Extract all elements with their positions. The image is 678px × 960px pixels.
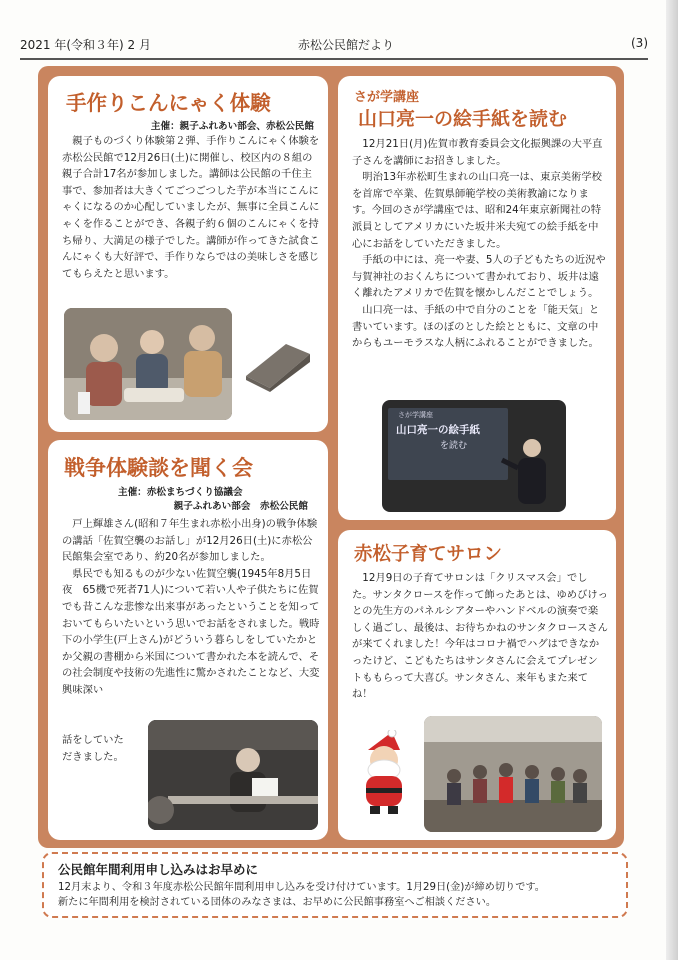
talk-photo-illustration [148,720,318,830]
konnyaku-block-icon [242,338,314,392]
article-body-tail [62,732,152,765]
article-title: 赤松子育てサロン [354,544,503,565]
lecture-photo [382,400,566,512]
lecturer-figure [498,434,558,512]
paragraph-tail: だきました。 [62,750,124,763]
notice-box [42,852,628,918]
page-number: (3) [631,36,648,50]
article-body [352,570,608,703]
paragraph-tail: 話をしていた [62,734,124,746]
paragraph: 親子ものづくり体験第２弾、手作りこんにゃく体験を赤松公民館で12月26日(土)に開催し、校区内の８組の親子合計17名が参加しました。講師は公民館の千住主事で、参加者は大きくてごつごつした芋が本当にこんにゃくになるのか心配していましたが、無事に全員こんにゃくを作ることができ、各親子約６個のこんにゃくを持ち帰り、大満足の様子でした。講師が作ってきた試食こんにゃくも大好評で、手作りならではの美味しさを感じてもらえたと思います。 [62,135,320,280]
article-konnyaku [48,76,328,432]
article-sagagaku [338,76,616,520]
page-edge [666,0,678,960]
paragraph: 戸上輝雄さん(昭和７年生まれ赤松小出身)の戦争体験の講話「佐賀空襲のお話し」が12月26日(土)に赤松公民館集会室であり、約20名が参加しました。 [62,518,318,564]
article-organizer: 主催：赤松まちづくり協議会 [118,487,243,498]
screen-subtitle: を読む [440,441,468,451]
screen-label: さが学講座 [398,411,433,419]
konnyaku-photo-illustration [64,308,232,420]
konnyaku-photo [64,308,232,420]
article-body [62,133,320,282]
salon-photo [424,716,602,832]
article-organizer: 主催：親子ふれあい部会、赤松公民館 [150,121,314,132]
notice-line: 新たに年間利用を検討されている団体のみなさまは、お早めに公民館事務室へご相談ください。 [58,897,497,909]
article-title: 手作りこんにゃく体験 [66,91,271,115]
paragraph: 12月21日(月)佐賀市教育委員会文化振興課の大平直子さんを講師にお招きしました。 [352,138,603,167]
series-label: さが学講座 [354,90,420,105]
article-senso [48,440,328,840]
article-organizer-2: 親子ふれあい部会 赤松公民館 [173,501,308,512]
notice-title: 公民館年間利用申し込みはお早めに [58,862,259,877]
talk-photo [148,720,318,830]
article-body [62,516,320,699]
santa-icon [352,730,416,816]
newsletter-name: 赤松公民館だより [298,38,395,52]
paragraph: 県民でも知るものが少ない佐賀空襲(1945年8月5日夜 65機で死者71人)について若い人や子供たちに佐賀でも昔こんな悲惨な出来事があったということを知っておいてもらいたいという思いでお話をされました。戦時下の小学生(戸上さん)がどういう暮らしをしていたかとか父親の書棚から米国について書かれた本を読んで、その社会制度や技術の先進性に驚かされたことなど、大変興味深い [62,567,320,696]
projection-screen [388,408,508,480]
screen-title: 山口亮一の絵手紙 [396,424,480,436]
article-title: 戦争体験談を聞く会 [64,456,253,480]
article-body [352,136,608,352]
paragraph: 12月9日の子育てサロンは「クリスマス会」でした。サンタクロースを作って飾ったあとは、ゆめびけっとの先生方のパネルシアターやハンドベルの演奏で楽しく過ごし、最後は、お待ちかねのサンタクロースさんが来てくれました！今年はコロナ禍でハグはできなかったけど、こどもたちはサンタさんに会えてプレゼントももらって大喜び。サンタさん、来年もまた来てね！ [352,572,608,701]
santa-illustration [352,730,416,816]
page-header [20,36,648,54]
issue-date: 2021 年(令和３年) 2 月 [20,38,151,52]
article-title: 山口亮一の絵手紙を読む [358,108,568,130]
paragraph: 手紙の中には、亮一や妻、5人の子どもたちの近況や与賀神社のおくんちについて書かれており、坂井は遠く離れたアメリカで佐賀を懐かしんだことでしょう。 [352,254,606,300]
article-salon [338,530,616,840]
konnyaku-illustration [242,338,314,392]
notice-line: 12月末より、令和３年度赤松公民館年間利用申し込みを受け付けています。1月29日(金)が締め切りです。 [58,882,545,893]
salon-photo-illustration [424,716,602,832]
paragraph: 明治13年赤松町生まれの山口亮一は、東京美術学校を首席で卒業、佐賀県師範学校の美術教諭になります。今回のさが学講座では、昭和24年東京新聞社の特派員としてアメリカにいた坂井米夫宛ての絵手紙を中心にお話をしていただきました。 [352,171,602,250]
notice-body [58,880,620,911]
header-rule [20,58,648,60]
paragraph: 山口亮一は、手紙の中で自分のことを「能天気」と書いています。ほのぼのとした絵とともに、文章の中からもユーモラスな人柄にふれることができました。 [352,303,600,350]
